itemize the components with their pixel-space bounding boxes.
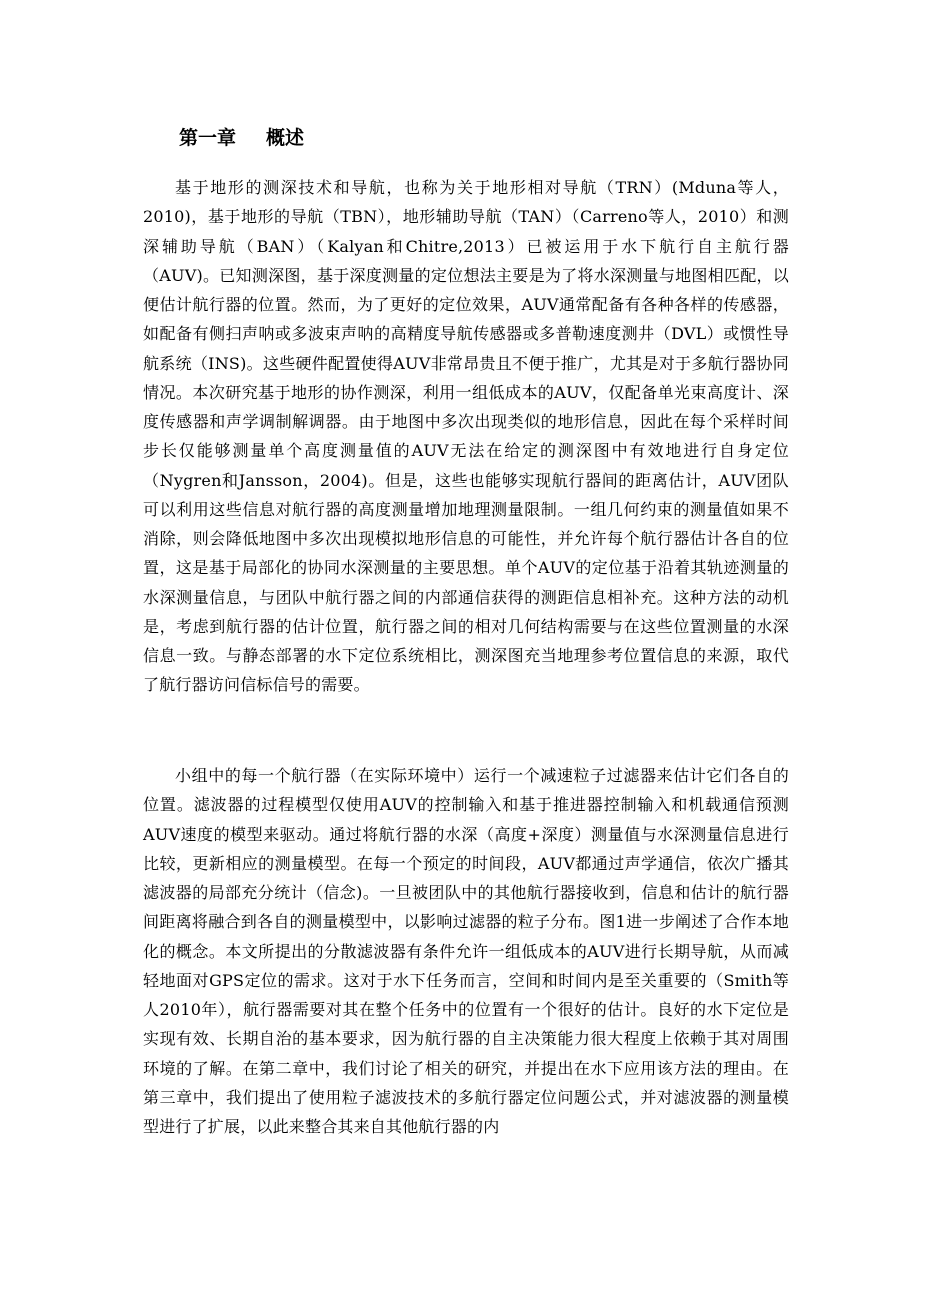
chapter-number: 第一章 <box>179 127 237 149</box>
body-paragraph-1: 基于地形的测深技术和导航，也称为关于地形相对导航（TRN）(Mduna等人，2010)，基于地形的导航（TBN），地形辅助导航（TAN）（Carreno等人，2010）和测深辅助导航（BAN）（Kalyan和Chitre,2013）已被运用于水下航行自主航行器（AUV)。已知测深图，基于深度测量的定位想法主要是为了将水深测量与地图相匹配，以便估计航行器的位置。然而，为了更好的定位效果，AUV通常配备有各种各样的传感器，如配备有侧扫声呐或多波束声呐的高精度导航传感器或多普勒速度测井（DVL）或惯性导航系统（INS)。这些硬件配置使得AUV非常昂贵且不便于推广，尤其是对于多航行器协同情况。本次研究基于地形的协作测深，利用一组低成本的AUV，仅配备单光束高度计、深度传感器和声学调制解调器。由于地图中多次出现类似的地形信息，因此在每个采样时间步长仅能够测量单个高度测量值的AUV无法在给定的测深图中有效地进行自身定位（Nygren和Jansson，2004)。但是，这些也能够实现航行器间的距离估计，AUV团队可以利用这些信息对航行器的高度测量增加地理测量限制。一组几何约束的测量值如果不消除，则会降低地图中多次出现模拟地形信息的可能性，并允许每个航行器估计各自的位置，这是基于局部化的协同水深测量的主要思想。单个AUV的定位基于沿着其轨迹测量的水深测量信息，与团队中航行器之间的内部通信获得的测距信息相补充。这种方法的动机是，考虑到航行器的估计位置，航行器之间的相对几何结构需要与在这些位置测量的水深信息一致。与静态部署的水下定位系统相比，测深图充当地理参考位置信息的来源，取代了航行器访问信标信号的需要。 <box>143 178 789 695</box>
chapter-heading <box>179 124 304 152</box>
chapter-name: 概述 <box>266 127 305 149</box>
body-paragraph-2: 小组中的每一个航行器（在实际环境中）运行一个减速粒子过滤器来估计它们各自的位置。滤波器的过程模型仅使用AUV的控制输入和基于推进器控制输入和机载通信预测AUV速度的模型来驱动。通过将航行器的水深（高度+深度）测量值与水深测量信息进行比较，更新相应的测量模型。在每一个预定的时间段，AUV都通过声学通信，依次广播其滤波器的局部充分统计（信念)。一旦被团队中的其他航行器接收到，信息和估计的航行器间距离将融合到各自的测量模型中，以影响过滤器的粒子分布。图1进一步阐述了合作本地化的概念。本文所提出的分散滤波器有条件允许一组低成本的AUV进行长期导航，从而减轻地面对GPS定位的需求。这对于水下任务而言，空间和时间内是至关重要的（Smith等人2010年），航行器需要对其在整个任务中的位置有一个很好的估计。良好的水下定位是实现有效、长期自治的基本要求，因为航行器的自主决策能力很大程度上依赖于其对周围环境的了解。在第二章中，我们讨论了相关的研究，并提出在水下应用该方法的理由。在第三章中，我们提出了使用粒子滤波技术的多航行器定位问题公式，并对滤波器的测量模型进行了扩展，以此来整合其来自其他航行器的内 <box>143 766 789 1136</box>
